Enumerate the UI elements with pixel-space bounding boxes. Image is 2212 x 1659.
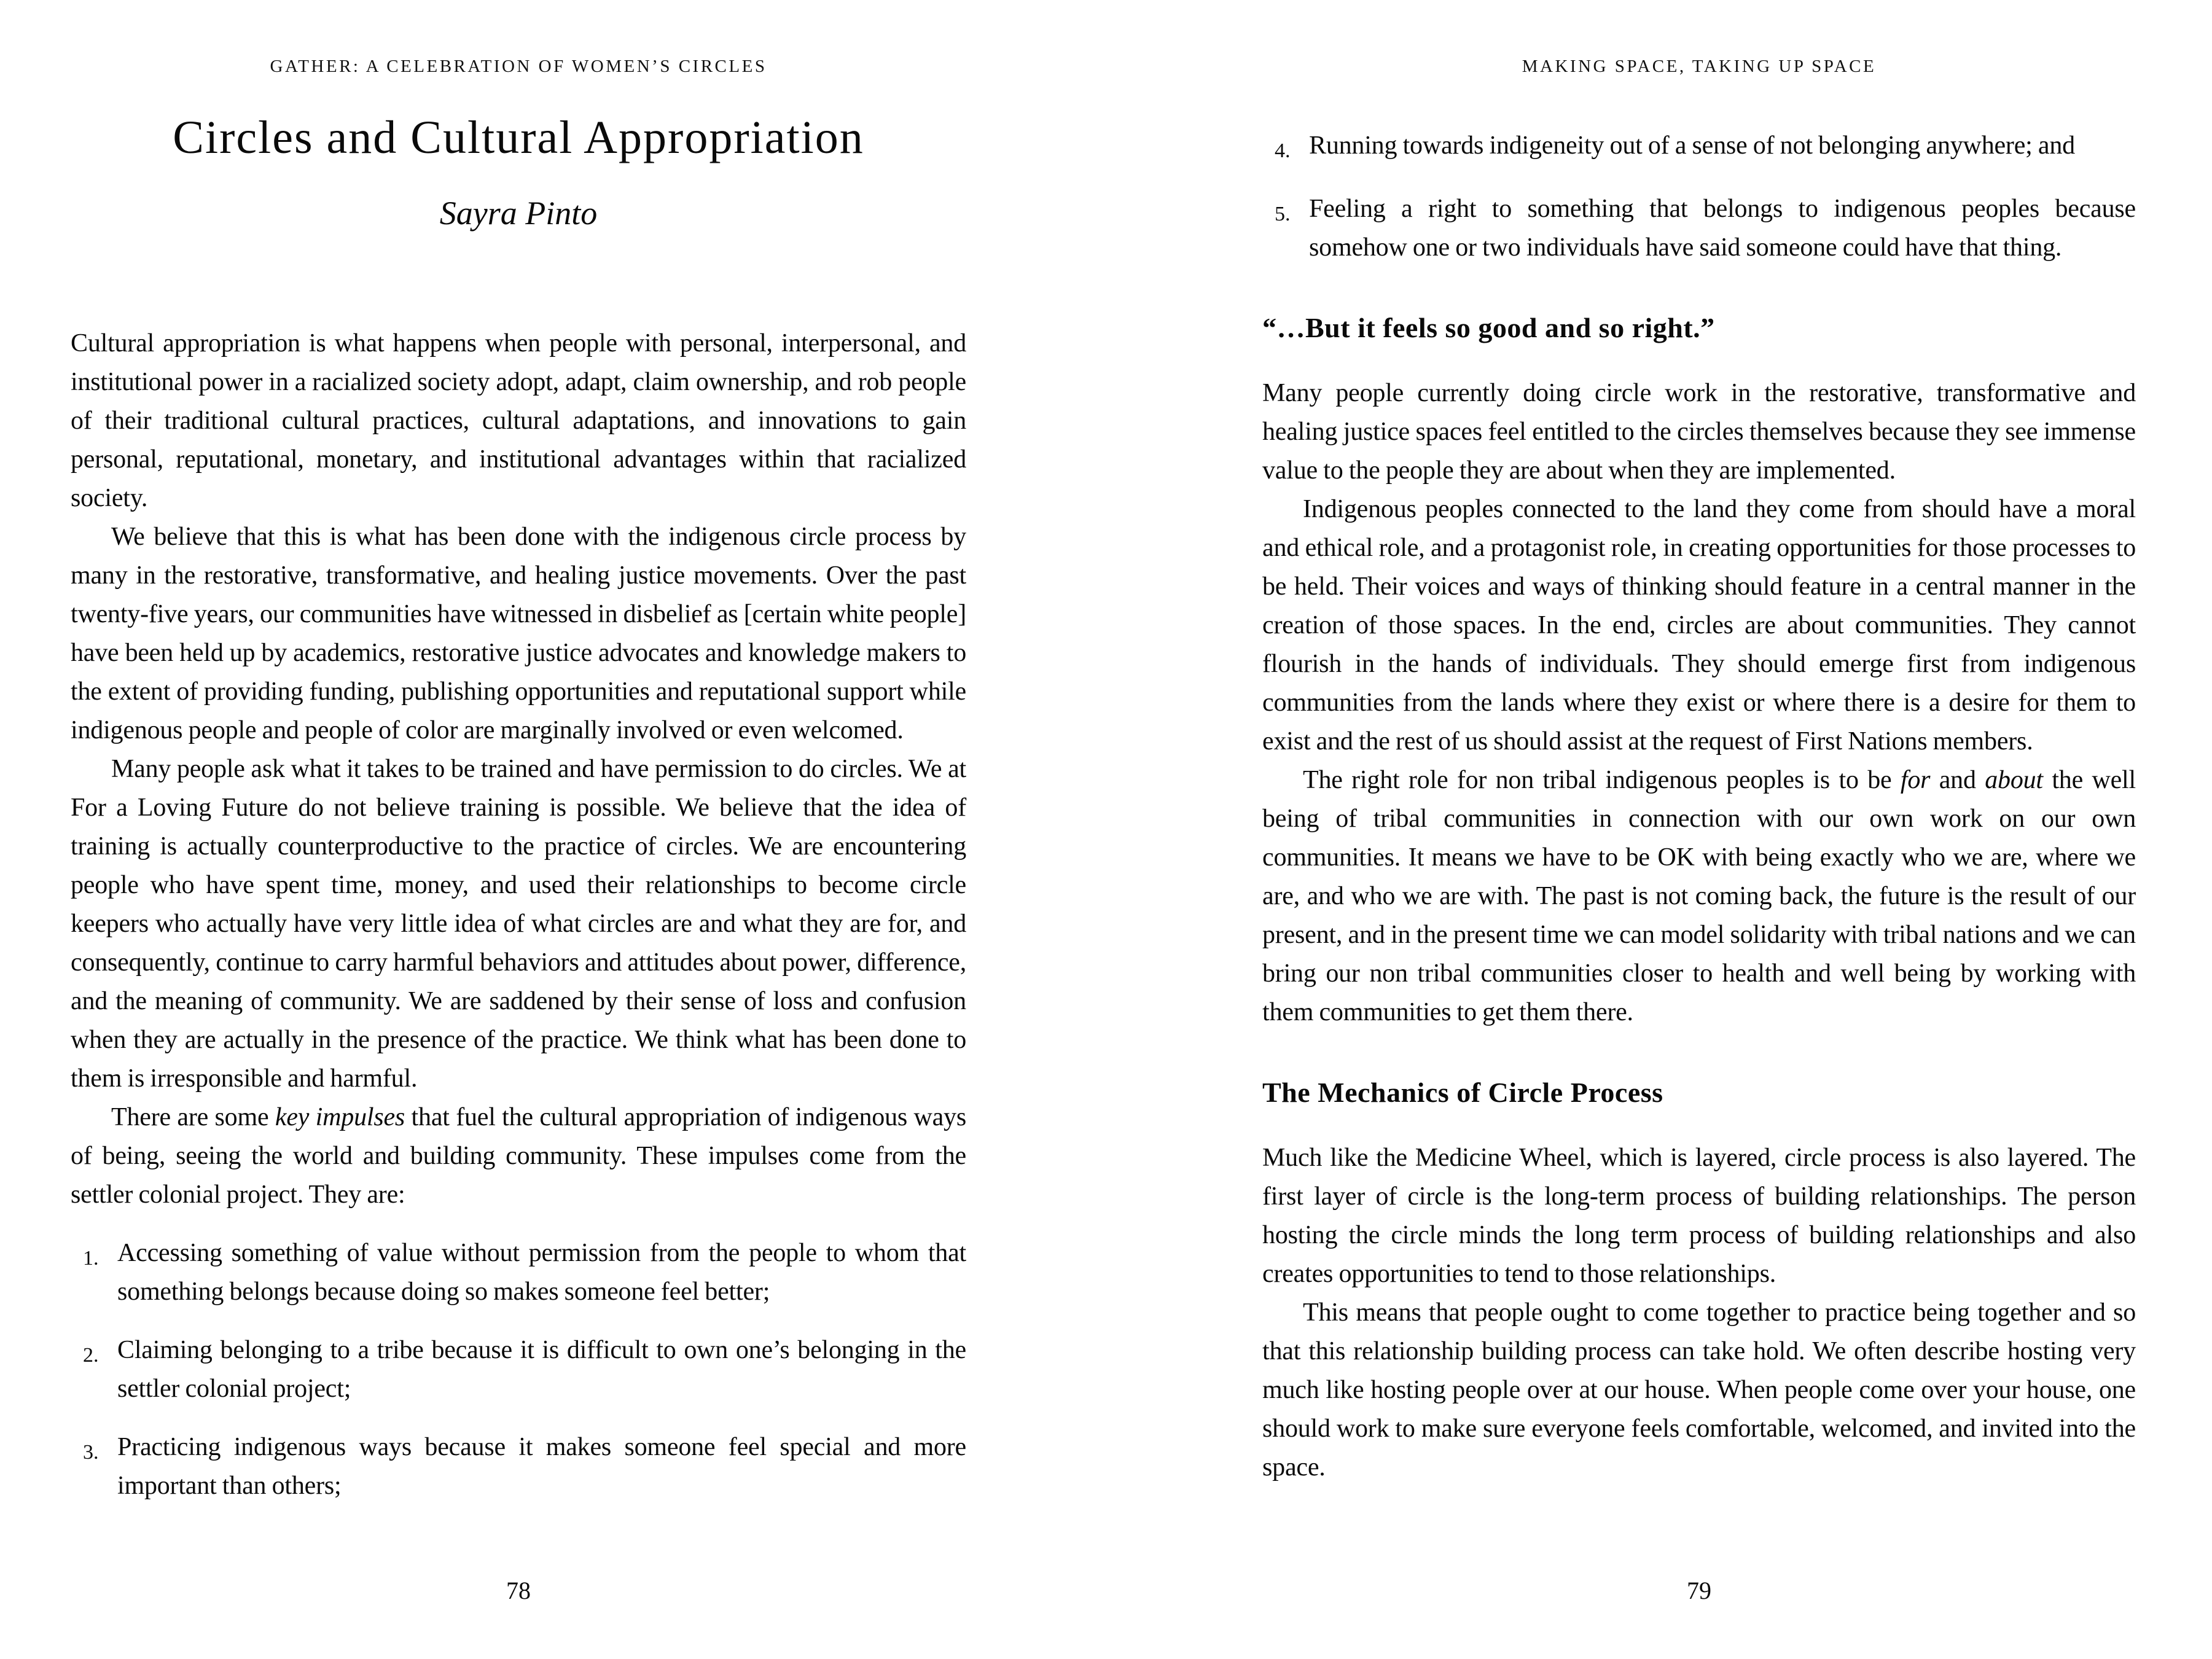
chapter-title: Circles and Cultural Appropriation: [173, 112, 864, 163]
paragraph: [1262, 1294, 2136, 1487]
text-run: Many people ask what it takes to be trained and have permission to do circles. We at For a Loving Future do not believe training is possible. We believe that the idea of training is actually counterproductive to the practice of circles. We are encountering people who have spent time, money, and used their relationships to become circle keepers who actually have very little idea of what circles are and what they are for, and consequently, continue to carry harmful behaviors and attitudes about power, difference, and the meaning of community. We are saddened by their sense of loss and confusion when they are actually in the presence of the practice. We think what has been done to them is irresponsible and harmful.: [71, 755, 966, 1093]
running-header-left: GATHER: A CELEBRATION OF WOMEN’S CIRCLES: [270, 57, 767, 76]
list-item-number: 5.: [1275, 203, 1291, 225]
list-item: [71, 1234, 966, 1311]
section-heading: [1262, 310, 2136, 346]
text-run: Claiming belonging to a tribe because it is difficult to own one’s belonging in the settler colonial project;: [117, 1336, 966, 1403]
page-body-left: [71, 324, 966, 1505]
italic-text-run: key impulses: [275, 1103, 405, 1131]
text-run: the well being of tribal communities in connection with our own work on our own communities. It means we have to be OK with being exactly who we are, where we are, and who we are with. The past is not coming back, the future is the result of our present, and in the present time we can model solidarity with tribal nations and we can bring our non tribal communities closer to health and well being by working with them communities to get them there.: [1262, 766, 2136, 1026]
list-item-text: [117, 1428, 966, 1505]
paragraph: [71, 1098, 966, 1214]
list-item-text: [117, 1234, 966, 1311]
list-item: [71, 1331, 966, 1408]
text-run: Practicing indigenous ways because it makes someone feel special and more important than others;: [117, 1433, 966, 1500]
text-run: Feeling a right to something that belongs to indigenous peoples because somehow one or two individuals have said someone could have that thing.: [1309, 195, 2136, 262]
paragraph: [71, 750, 966, 1098]
paragraph: [1262, 1139, 2136, 1294]
page-number-right: 79: [1687, 1577, 1711, 1604]
list-item-number: 3.: [83, 1441, 99, 1464]
italic-text-run: about: [1985, 766, 2043, 794]
list-item: [1262, 190, 2136, 267]
text-run: There are some: [111, 1103, 275, 1131]
list-item-number: 4.: [1275, 139, 1291, 162]
text-run: Much like the Medicine Wheel, which is layered, circle process is also layered. The first layer of circle is the long-term process of building relationships. The person hosting the circle minds the long term process of building relationships and also creates opportunities to tend to those relationships.: [1262, 1144, 2136, 1288]
text-run: We believe that this is what has been done with the indigenous circle process by many in the restorative, transformative, and healing justice movements. Over the past twenty-five years, our communities have witnessed in disbelief as [certain white people] have been held up by academics, restorative justice advocates and knowledge makers to the extent of providing funding, publishing opportunities and reputational support while indigenous people and people of color are marginally involved or even welcomed.: [71, 523, 966, 744]
text-run: Indigenous peoples connected to the land they come from should have a moral and ethical role, and a protagonist role, in creating opportunities for those processes to be held. Their voices and ways of thinking should feature in a central manner in the creation of those spaces. In the end, circles are about communities. They cannot flourish in the hands of individuals. They should emerge first from indigenous communities from the lands where they exist or where there is a desire for them to exist and the rest of us should assist at the request of First Nations members.: [1262, 495, 2136, 755]
section-heading: [1262, 1075, 2136, 1111]
list-item-text: [1309, 190, 2136, 267]
text-run: This means that people ought to come together to practice being together and so that this relationship building process can take hold. We often describe hosting very much like hosting people over at our house. When people come over your house, one should work to make sure everyone feels comfortable, welcomed, and invited into the space.: [1262, 1298, 2136, 1481]
paragraph: [1262, 490, 2136, 761]
text-run: and: [1930, 766, 1985, 794]
text-run: The right role for non tribal indigenous peoples is to be: [1303, 766, 1901, 794]
list-item-number: 2.: [83, 1344, 99, 1367]
list-item-number: 1.: [83, 1247, 99, 1270]
list-item-text: [117, 1331, 966, 1408]
text-run: Running towards indigeneity out of a sense of not belonging anywhere; and: [1309, 131, 2075, 160]
paragraph: [71, 518, 966, 750]
text-run: The Mechanics of Circle Process: [1262, 1077, 1663, 1108]
page-right: [1262, 55, 2136, 1604]
page-body-right: [1262, 127, 2136, 1487]
italic-text-run: for: [1900, 766, 1931, 794]
text-run: “…But it feels so good and so right.”: [1262, 312, 1715, 343]
text-run: Cultural appropriation is what happens when people with personal, interpersonal, and institutional power in a racialized society adopt, adapt, claim ownership, and rob people of their traditional cultural practices, cultural adaptations, and innovations to gain personal, reputational, monetary, and institutional advantages within that racialized society.: [71, 329, 966, 512]
text-run: that fuel the cultural appropriation of indigenous ways of being, seeing the world and building community. These impulses come from the settler colonial project. They are:: [71, 1103, 966, 1209]
running-header-right: MAKING SPACE, TAKING UP SPACE: [1522, 57, 1877, 76]
text-run: Accessing something of value without permission from the people to whom that something belongs because doing so makes someone feel better;: [117, 1239, 966, 1306]
page-left: [71, 55, 966, 1604]
paragraph: [1262, 761, 2136, 1032]
author-byline: Sayra Pinto: [439, 195, 598, 232]
list-item: [1262, 127, 2136, 170]
paragraph: [1262, 374, 2136, 490]
list-item-text: [1309, 127, 2136, 170]
text-run: Many people currently doing circle work in the restorative, transformative and healing justice spaces feel entitled to the circles themselves because they see immense value to the people they are about when they are implemented.: [1262, 379, 2136, 485]
list-item: [71, 1428, 966, 1505]
paragraph: [71, 324, 966, 518]
page-number-left: 78: [506, 1577, 531, 1604]
